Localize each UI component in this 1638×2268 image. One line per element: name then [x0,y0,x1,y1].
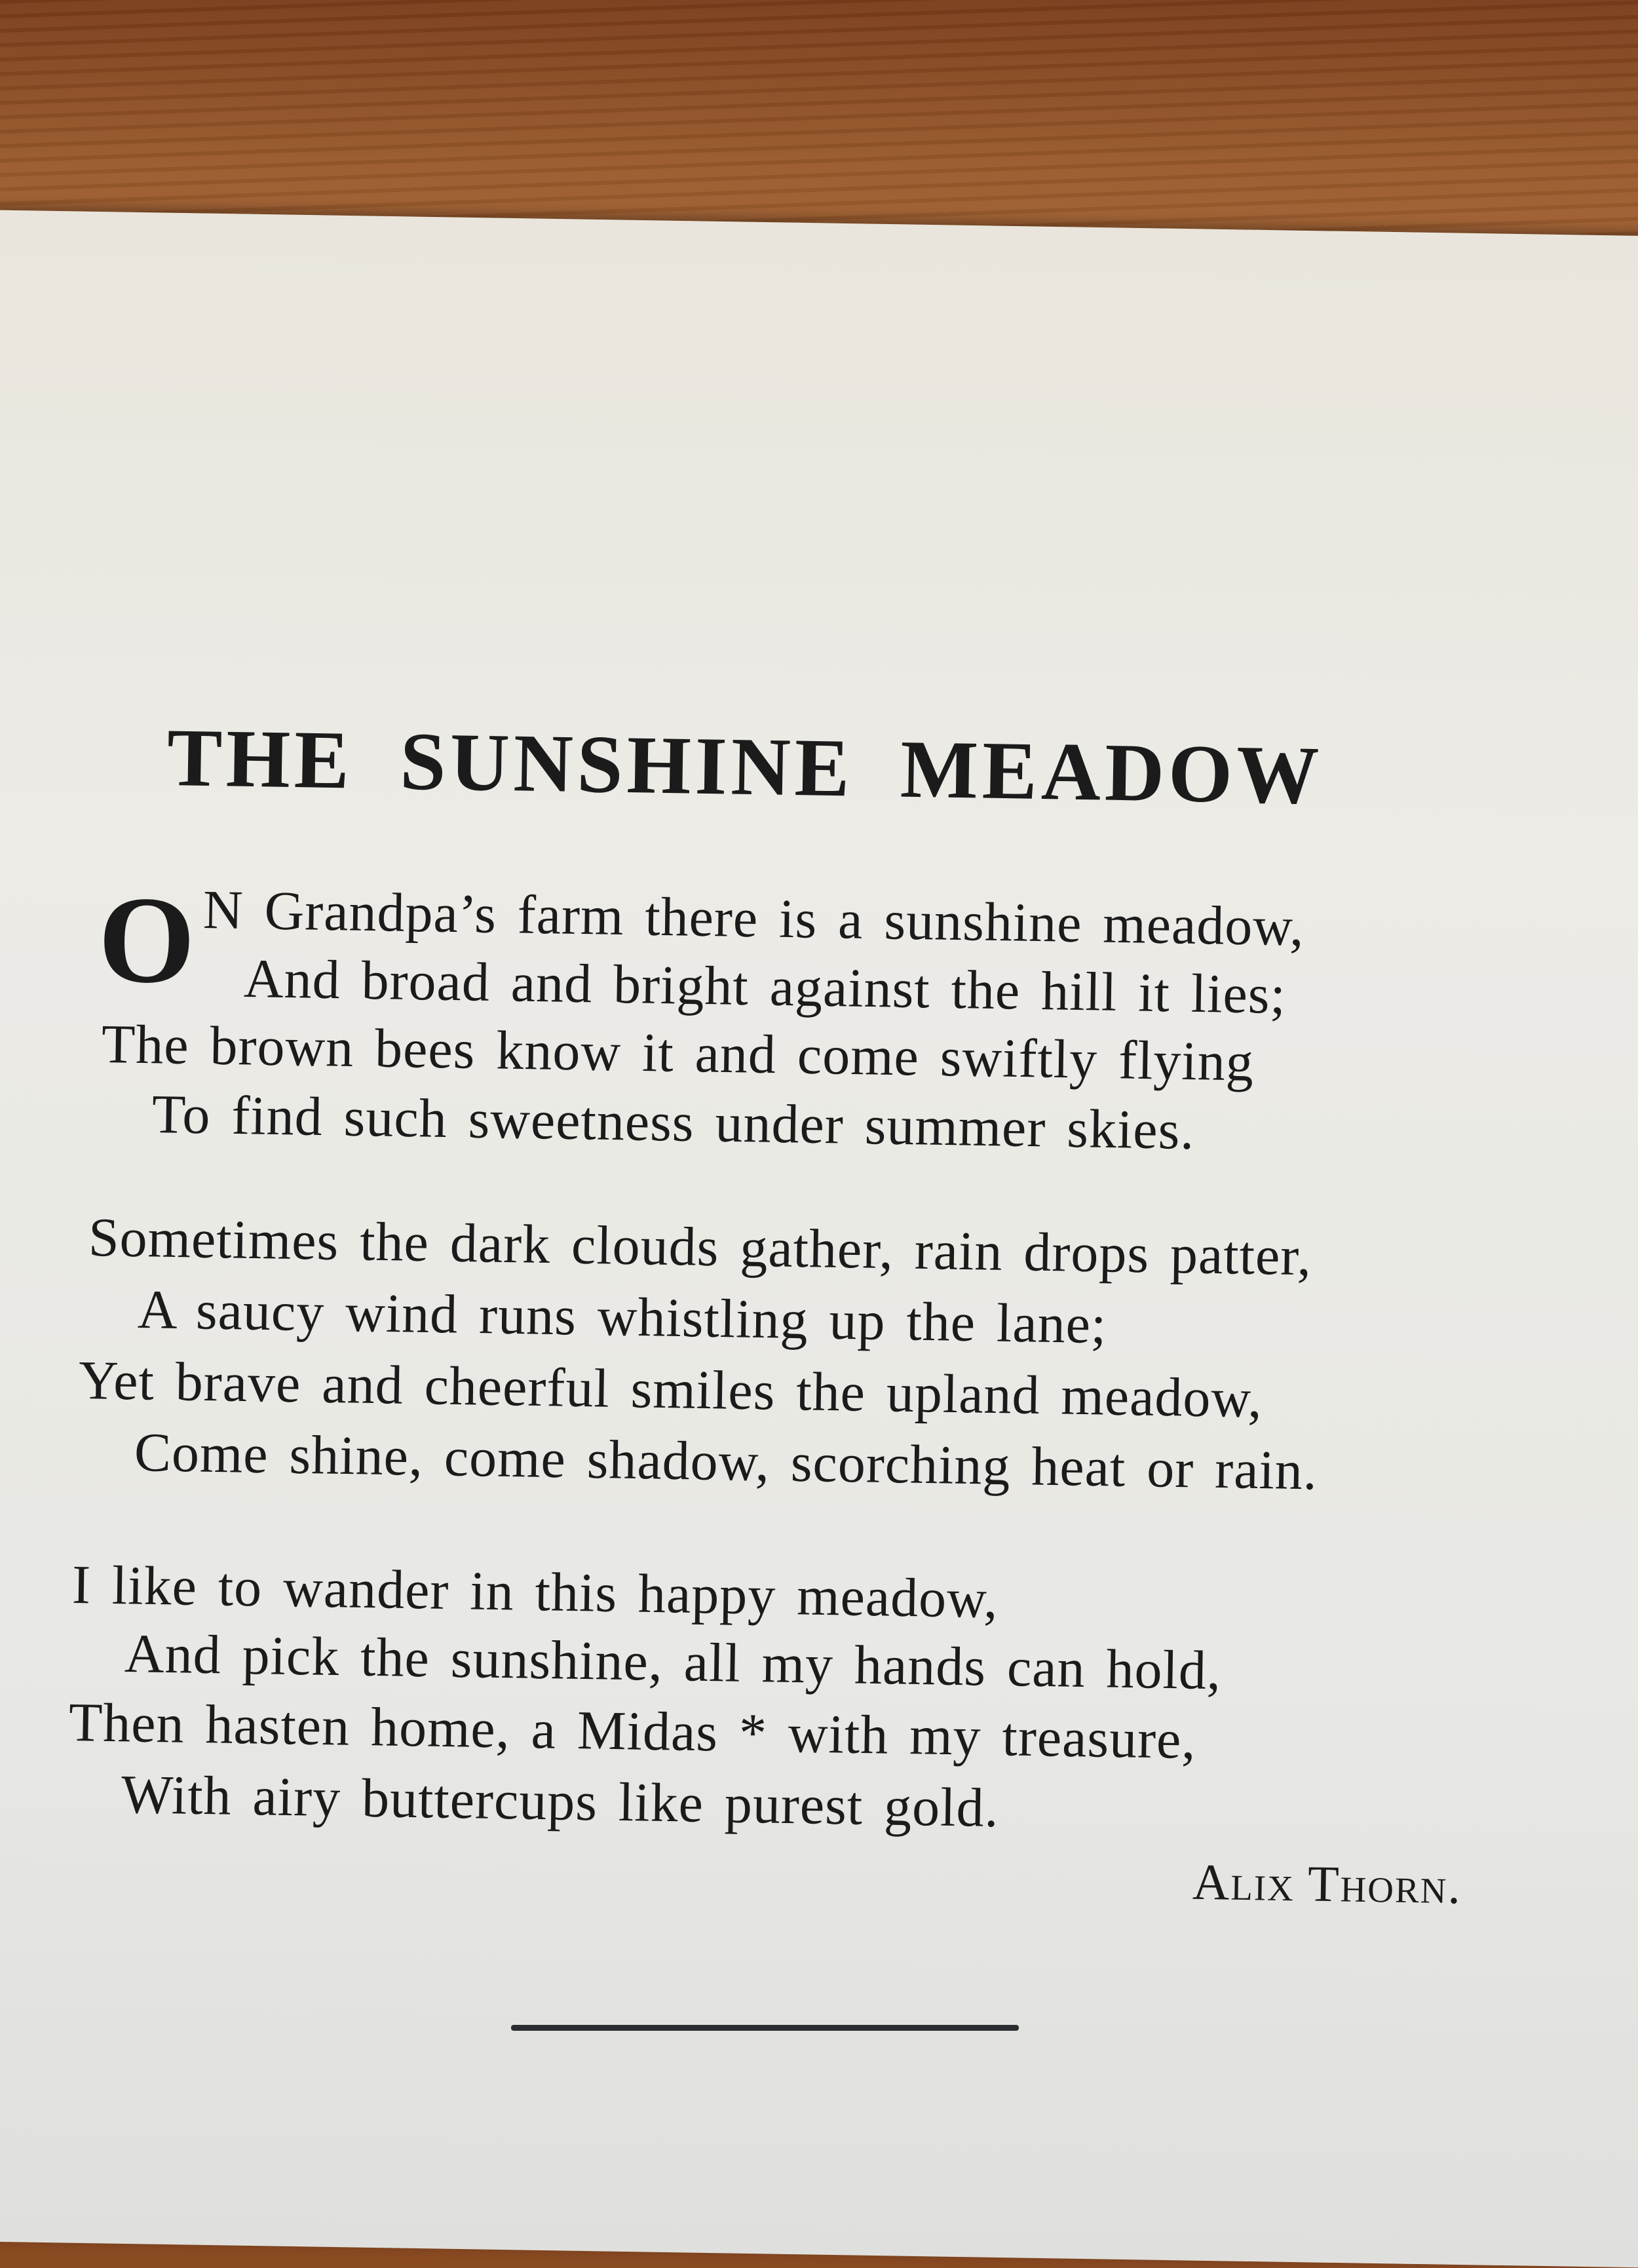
poem-title: THE SUNSHINE MEADOW [166,712,1324,822]
poem-line: To find such sweetness under summer skies. [151,1084,1196,1161]
poem-line: Yet brave and cheerful smiles the upland meadow, [78,1350,1263,1430]
poem-line: I like to wander in this happy meadow, [71,1554,999,1630]
poem-line: With airy buttercups like purest gold. [121,1764,1000,1839]
poem-line: And broad and bright against the hill it lies; [243,948,1287,1026]
poem-author: Alix Thorn. [1192,1853,1462,1915]
poem-line: Come shine, come shadow, scorching heat or rain. [134,1422,1318,1502]
poem-line: Then hasten home, a Midas * with my treasure, [68,1692,1197,1771]
section-divider [511,2025,1019,2031]
poem-line: Sometimes the dark clouds gather, rain drops patter, [88,1207,1312,1288]
poem-line: N Grandpa’s farm there is a sunshine meadow, [202,879,1305,958]
poem-line: A saucy wind runs whistling up the lane; [137,1279,1108,1356]
drop-cap: O [97,870,197,1010]
poem-line: The brown bees know it and come swiftly flying [101,1014,1255,1093]
poem-line: And pick the sunshine, all my hands can hold, [124,1623,1222,1702]
